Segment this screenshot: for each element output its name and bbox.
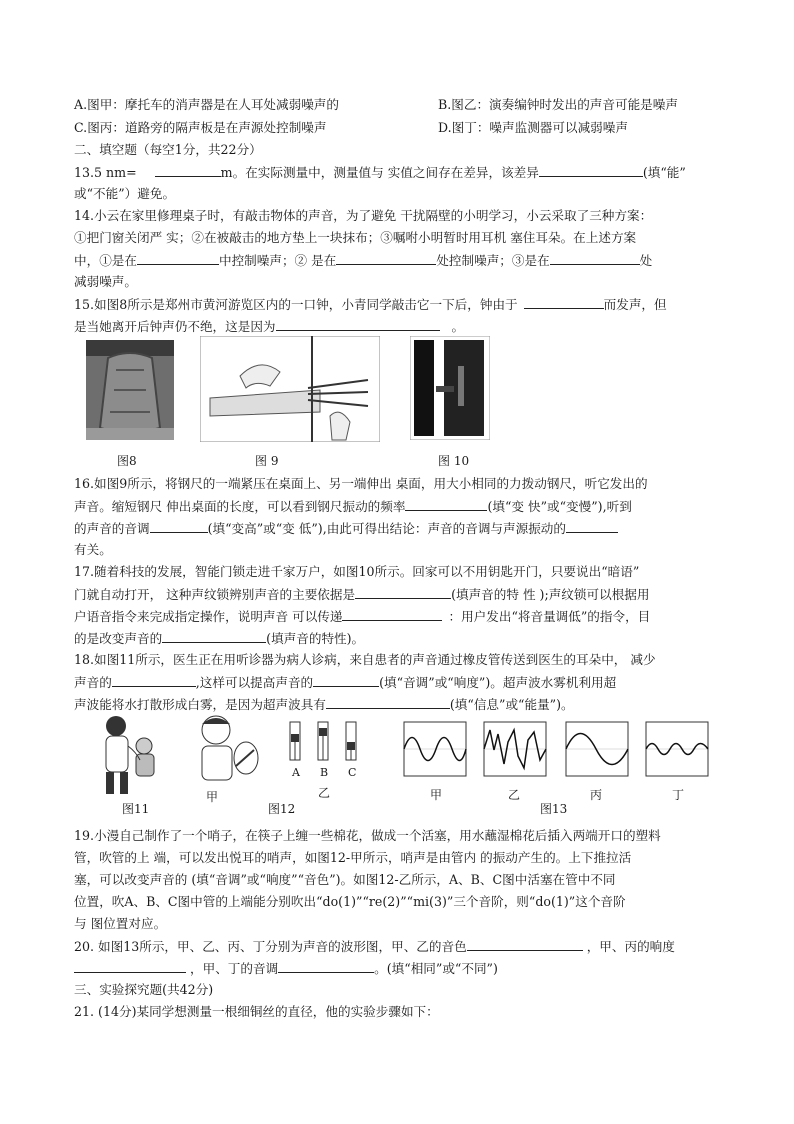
q18-text-c: (填“音调”或“响度”)。超声波水雾机利用超 bbox=[379, 675, 617, 690]
q19-line3: 塞，可以改变声音的 (填“音调”或“响度”“音色”)。如图12-乙所示，A、B、C图中活塞在管中不同 bbox=[74, 872, 616, 887]
q17-text-a: 的是改变声音的 bbox=[74, 631, 163, 646]
q18-text-a: 声波能将水打散形成白雾，是因为超声波具有 bbox=[74, 697, 326, 712]
q17-text-b: (填声音的特 性 );声纹锁可以根据用 bbox=[451, 587, 650, 602]
q16-line2 bbox=[74, 497, 632, 516]
q14-line1: 14.小云在家里修理桌子时，有敲击物体的声音，为了避免 干扰隔壁的小明学习，小云采取了三种方案： bbox=[74, 208, 653, 223]
q15-line1 bbox=[74, 295, 667, 314]
q16-text-b: (填“变高”或“变 低”),由此可得出结论：声音的音调与声源振动的 bbox=[207, 521, 566, 536]
answer-blank[interactable] bbox=[539, 163, 643, 177]
figure-13-label-bing: 丙 bbox=[590, 788, 603, 802]
q21-line1: 21. (14分)某同学想测量一根细铜丝的直径，他的实验步骤如下： bbox=[74, 1004, 439, 1019]
figure-11-caption: 图11 bbox=[122, 802, 150, 816]
q14-line4: 减弱噪声。 bbox=[74, 274, 137, 289]
section-heading-experiment: 三、实验探究题(共42分) bbox=[74, 982, 214, 997]
answer-blank[interactable] bbox=[342, 607, 442, 621]
answer-blank[interactable] bbox=[326, 695, 450, 709]
figure-10-lock bbox=[410, 336, 490, 440]
q17-line3 bbox=[74, 607, 650, 626]
q18-text-a: 声音的 bbox=[74, 675, 112, 690]
answer-blank[interactable] bbox=[313, 673, 379, 687]
figure-12-label-c: C bbox=[348, 766, 357, 779]
figure-10-caption: 图 10 bbox=[438, 454, 470, 468]
q16-text-a: 声音。缩短钢尺 伸出桌面的长度，可以看到钢尺振动的频率 bbox=[74, 499, 406, 514]
figure-12-label-a: A bbox=[292, 766, 300, 779]
q19-line5: 与 图位置对应。 bbox=[74, 916, 167, 931]
figure-12-label-jia: 甲 bbox=[206, 790, 219, 804]
q16-line3 bbox=[74, 519, 618, 538]
q14-text-a: 中，①是在 bbox=[74, 253, 137, 268]
q13-line1 bbox=[74, 163, 686, 182]
q18-line2 bbox=[74, 673, 616, 692]
q16-line1: 16.如图9所示，将钢尺的一端紧压在桌面上、另一端伸出 桌面，用大小相同的力拨动钢尺，听它发出的 bbox=[74, 476, 648, 491]
q20-line1 bbox=[74, 937, 675, 956]
q17-text-b: (填声音的特性)。 bbox=[266, 631, 365, 646]
q16-line4: 有关。 bbox=[74, 542, 112, 557]
option-a: A.图甲：摩托车的消声器是在人耳处减弱噪声的 bbox=[74, 97, 339, 112]
answer-blank[interactable] bbox=[405, 497, 487, 511]
figure-8-bell bbox=[86, 340, 174, 440]
q20-text-a: ，甲、丁的音调 bbox=[190, 961, 279, 976]
option-c: C.图丙：道路旁的隔声板是在声源处控制噪声 bbox=[74, 120, 327, 135]
answer-blank[interactable] bbox=[74, 959, 186, 973]
q20-line2 bbox=[74, 959, 498, 978]
q14-line3 bbox=[74, 251, 652, 270]
answer-blank[interactable] bbox=[112, 673, 196, 687]
figure-12-caption: 图12 bbox=[268, 802, 296, 816]
option-b: B.图乙：演奏编钟时发出的声音可能是噪声 bbox=[438, 97, 678, 112]
figure-8-caption: 图8 bbox=[117, 454, 137, 468]
q13-text-b: m。在实际测量中，测量值与 实值之间存在差异，该差异 bbox=[220, 165, 539, 180]
q20-text-a: 20. 如图13所示，甲、乙、丙、丁分别为声音的波形图，甲、乙的音色 bbox=[74, 939, 467, 954]
q13-text-c: (填“能” bbox=[642, 165, 686, 180]
q15-text-b: 而发声，但 bbox=[603, 297, 667, 312]
q17-text-b: ：用户发出“将音量调低”的指令，目 bbox=[448, 609, 651, 624]
q17-line2 bbox=[74, 585, 649, 604]
figure-13-label-yi: 乙 bbox=[508, 788, 521, 802]
figure-13-caption: 图13 bbox=[540, 802, 568, 816]
q15-text-a: 15.如图8所示是郑州市黄河游览区内的一口钟，小青同学敲击它一下后，钟由于 bbox=[74, 297, 518, 312]
figure-12-tubes bbox=[284, 720, 364, 764]
q19-line2: 管，吹管的上 端，可以发出悦耳的哨声，如图12-甲所示，哨声是由管内 的振动产生的。上下推拉活 bbox=[74, 850, 632, 865]
q20-text-b: 。(填“相同”或“不同”) bbox=[374, 961, 498, 976]
figure-9-caption: 图 9 bbox=[255, 454, 279, 468]
q17-line4 bbox=[74, 629, 364, 648]
answer-blank[interactable] bbox=[137, 251, 219, 265]
q19-line1: 19.小漫自己制作了一个哨子，在筷子上缠一些棉花，做成一个活塞，用水蘸湿棉花后插入两端开口的塑料 bbox=[74, 828, 661, 843]
q18-text-b: (填“信息”或“能量”)。 bbox=[449, 697, 574, 712]
q20-text-b: ，甲、丙的响度 bbox=[586, 939, 675, 954]
q18-text-b: ,这样可以提高声音的 bbox=[195, 675, 314, 690]
figure-12-whistle-boy bbox=[190, 712, 260, 784]
section-heading-fill: 二、填空题（每空1分，共22分） bbox=[74, 142, 262, 157]
q14-text-d: 处 bbox=[639, 253, 653, 268]
answer-blank[interactable] bbox=[278, 959, 374, 973]
figure-9-ruler bbox=[200, 336, 380, 442]
q14-text-c: 处控制噪声；③是在 bbox=[436, 253, 550, 268]
q17-line1: 17.随着科技的发展，智能门锁走进千家万户，如图10所示。回家可以不用钥匙开门，只要说出“暗语” bbox=[74, 564, 640, 579]
answer-blank[interactable] bbox=[524, 295, 604, 309]
q17-text-a: 门就自动打开， 这种声纹锁辨别声音的主要依据是 bbox=[74, 587, 356, 602]
answer-blank[interactable] bbox=[162, 629, 266, 643]
figure-13-label-jia: 甲 bbox=[430, 788, 443, 802]
answer-blank[interactable] bbox=[155, 163, 221, 177]
q13-text-a: 13.5 nm= bbox=[74, 165, 137, 180]
figure-11-doctor bbox=[92, 712, 164, 796]
figure-13-waveforms bbox=[400, 720, 710, 780]
q17-text-a: 户语音指令来完成指定操作，说明声音 可以传递 bbox=[74, 609, 343, 624]
q14-text-b: 中控制噪声；② 是在 bbox=[218, 253, 337, 268]
option-d: D.图丁：噪声监测器可以减弱噪声 bbox=[438, 120, 628, 135]
q19-line4: 位置，吹A、B、C图中管的上端能分别吹出“do(1)”“re(2)”“mi(3)”三个音阶，则“do(1)”这个音阶 bbox=[74, 894, 626, 909]
q16-text-a: 的声音的音调 bbox=[74, 521, 150, 536]
answer-blank[interactable] bbox=[550, 251, 640, 265]
answer-blank[interactable] bbox=[566, 519, 618, 533]
q16-text-b: (填“变 快”或“变慢”),听到 bbox=[487, 499, 632, 514]
q14-line2: ①把门窗关闭严 实；②在被敲击的地方垫上一块抹布；③嘱咐小明暂时用耳机 塞住耳朵。在上述方案 bbox=[74, 230, 637, 245]
q18-line1: 18.如图11所示，医生正在用听诊器为病人诊病，来自患者的声音通过橡皮管传送到医生的耳朵中， 减少 bbox=[74, 652, 656, 667]
answer-blank[interactable] bbox=[467, 937, 583, 951]
answer-blank[interactable] bbox=[276, 317, 440, 331]
figure-13-label-ding: 丁 bbox=[672, 788, 685, 802]
figure-12-label-b: B bbox=[320, 766, 329, 779]
answer-blank[interactable] bbox=[336, 251, 436, 265]
q15-line2 bbox=[74, 317, 464, 336]
answer-blank[interactable] bbox=[355, 585, 451, 599]
q15-text-a: 是当她离开后钟声仍不绝，这是因为 bbox=[74, 319, 276, 334]
figure-12-label-yi: 乙 bbox=[318, 786, 331, 800]
answer-blank[interactable] bbox=[150, 519, 208, 533]
q15-text-b: 。 bbox=[451, 319, 465, 334]
q13-line2: 或“不能”）避免。 bbox=[74, 186, 176, 201]
